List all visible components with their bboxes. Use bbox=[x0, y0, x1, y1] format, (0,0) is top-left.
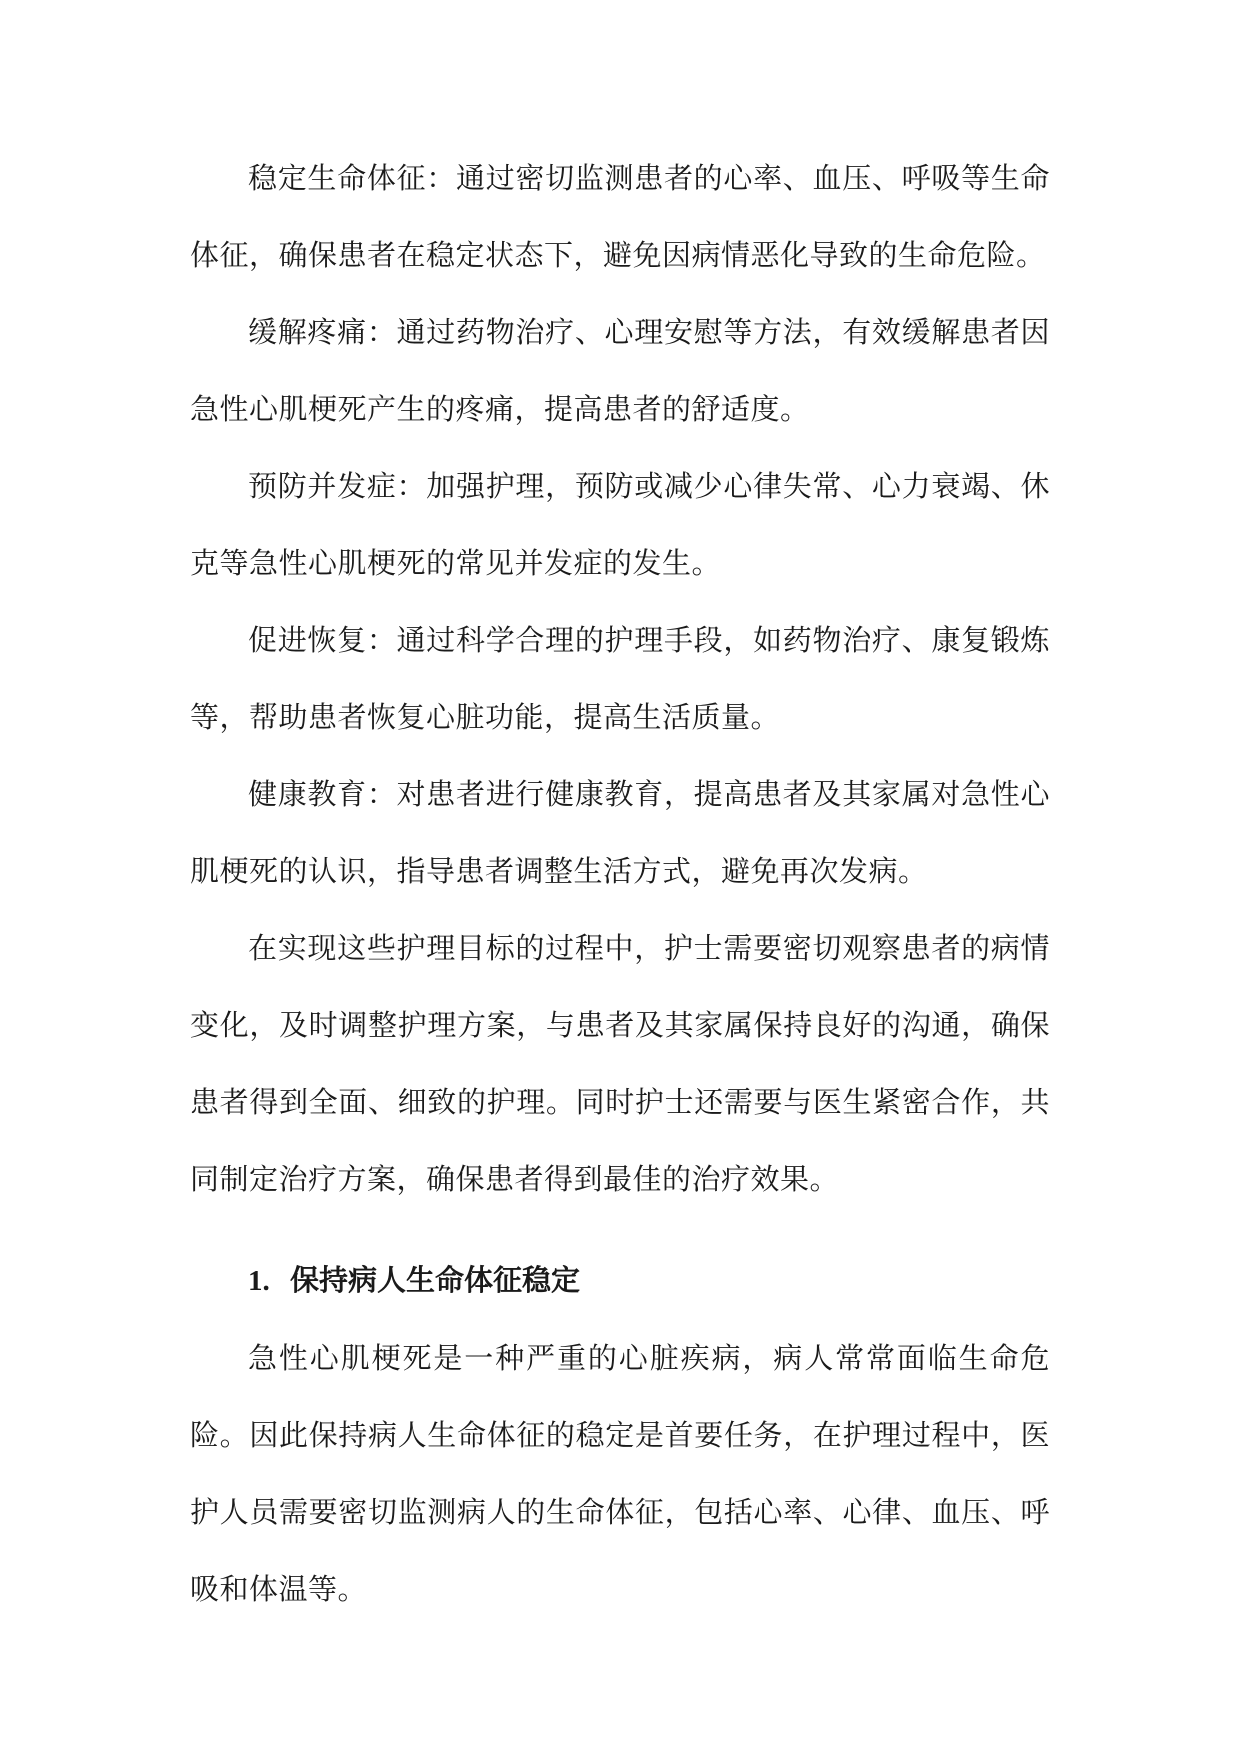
paragraph-health-education: 健康教育：对患者进行健康教育，提高患者及其家属对急性心肌梗死的认识，指导患者调整生活方式，避免再次发病。 bbox=[190, 777, 1050, 888]
section-title: 保持病人生命体征稳定 bbox=[290, 1263, 581, 1297]
paragraph-recovery: 促进恢复：通过科学合理的护理手段，如药物治疗、康复锻炼等，帮助患者恢复心脏功能，提高生活质量。 bbox=[190, 623, 1050, 734]
document-body bbox=[190, 140, 1050, 1628]
paragraph-pain-relief: 缓解疼痛：通过药物治疗、心理安慰等方法，有效缓解患者因急性心肌梗死产生的疼痛，提高患者的舒适度。 bbox=[190, 315, 1050, 426]
paragraph-section-1: 急性心肌梗死是一种严重的心脏疾病，病人常常面临生命危险。因此保持病人生命体征的稳定是首要任务，在护理过程中，医护人员需要密切监测病人的生命体征，包括心率、心律、血压、呼吸和体温等。 bbox=[190, 1341, 1050, 1606]
paragraph-nursing-process: 在实现这些护理目标的过程中，护士需要密切观察患者的病情变化，及时调整护理方案，与患者及其家属保持良好的沟通，确保患者得到全面、细致的护理。同时护士还需要与医生紧密合作，共同制定治疗方案，确保患者得到最佳的治疗效果。 bbox=[190, 931, 1050, 1196]
paragraph-vital-signs: 稳定生命体征：通过密切监测患者的心率、血压、呼吸等生命体征，确保患者在稳定状态下，避免因病情恶化导致的生命危险。 bbox=[190, 161, 1050, 272]
paragraph-complications: 预防并发症：加强护理，预防或减少心律失常、心力衰竭、休克等急性心肌梗死的常见并发症的发生。 bbox=[190, 469, 1050, 580]
section-heading bbox=[190, 1242, 1050, 1320]
section-number: 1. bbox=[248, 1265, 270, 1297]
